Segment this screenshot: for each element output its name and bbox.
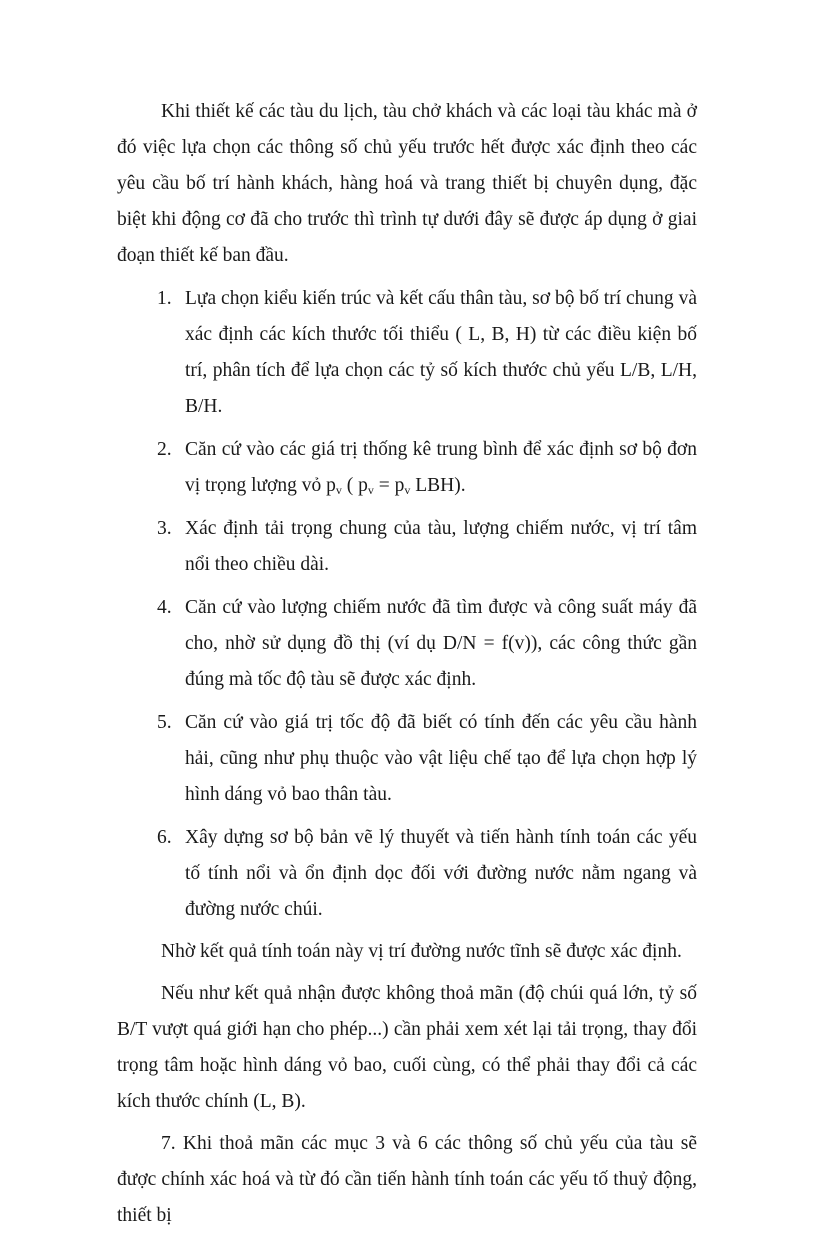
list-item — [117, 820, 697, 928]
list-item — [117, 281, 697, 425]
list-item-text: Căn cứ vào giá trị tốc độ đã biết có tính đến các yêu cầu hành hải, cũng như phụ thuộc vào vật liệu chế tạo để lựa chọn hợp lý hình dáng vỏ bao thân tàu. — [185, 712, 697, 805]
result-paragraph: Nhờ kết quả tính toán này vị trí đường nước tĩnh sẽ được xác định. — [161, 941, 682, 962]
list-item-number: 4. — [157, 597, 172, 618]
list-item-number: 3. — [157, 518, 172, 539]
subscript: v — [367, 483, 374, 497]
unsatisfied-paragraph: Nếu như kết quả nhận được không thoả mãn (độ chúi quá lớn, tỷ số B/T vượt quá giới hạn cho phép...) cần phải xem xét lại tải trọng, thay đổi trọng tâm hoặc hình dáng vỏ bao, cuối cùng, có thể phải thay đổi cả các kích thước chính (L, B). — [117, 983, 697, 1112]
list-item-number: 6. — [157, 827, 172, 848]
list-item-text: ( p — [341, 475, 368, 496]
list-item-text: Xác định tải trọng chung của tàu, lượng chiếm nước, vị trí tâm nổi theo chiều dài. — [185, 518, 697, 575]
step-7-paragraph: 7. Khi thoả mãn các mục 3 và 6 các thông số chủ yếu của tàu sẽ được chính xác hoá và từ đó cần tiến hành tính toán các yếu tố thuỷ động, thiết bị — [117, 1133, 697, 1226]
list-item-text: Xây dựng sơ bộ bản vẽ lý thuyết và tiến hành tính toán các yếu tố tính nổi và ổn định dọc đối với đường nước nằm ngang và đường nước chúi. — [185, 827, 697, 920]
intro-paragraph: Khi thiết kế các tàu du lịch, tàu chở khách và các loại tàu khác mà ở đó việc lựa chọn các thông số chủ yếu trước hết được xác định theo các yêu cầu bố trí hành khách, hàng hoá và trang thiết bị chuyên dụng, đặc biệt khi động cơ đã cho trước thì trình tự dưới đây sẽ được áp dụng ở giai đoạn thiết kế ban đầu. — [117, 101, 697, 266]
list-item — [117, 511, 697, 583]
subscript: v — [335, 483, 342, 497]
list-item-text: Căn cứ vào các giá trị thống kê trung bình để xác định sơ bộ đơn vị trọng lượng vỏ p — [185, 439, 697, 496]
list-item — [117, 705, 697, 813]
subscript: v — [404, 483, 411, 497]
page-content — [117, 94, 697, 1234]
list-item — [117, 590, 697, 698]
list-item-text: Căn cứ vào lượng chiếm nước đã tìm được và công suất máy đã cho, nhờ sử dụng đồ thị (ví dụ D/N = f(v)), các công thức gần đúng mà tốc độ tàu sẽ được xác định. — [185, 597, 697, 690]
list-item-number: 2. — [157, 439, 172, 460]
list-item — [117, 432, 697, 504]
list-item-text: LBH). — [410, 475, 466, 496]
list-item-number: 1. — [157, 288, 172, 309]
list-item-text: Lựa chọn kiểu kiến trúc và kết cấu thân tàu, sơ bộ bố trí chung và xác định các kích thước tối thiểu ( L, B, H) từ các điều kiện bố trí, phân tích để lựa chọn các tỷ số kích thước chủ yếu L/B, L/H, B/H. — [185, 288, 697, 417]
list-item-text: = p — [373, 475, 405, 496]
list-item-number: 5. — [157, 712, 172, 733]
design-steps-list — [117, 281, 697, 928]
